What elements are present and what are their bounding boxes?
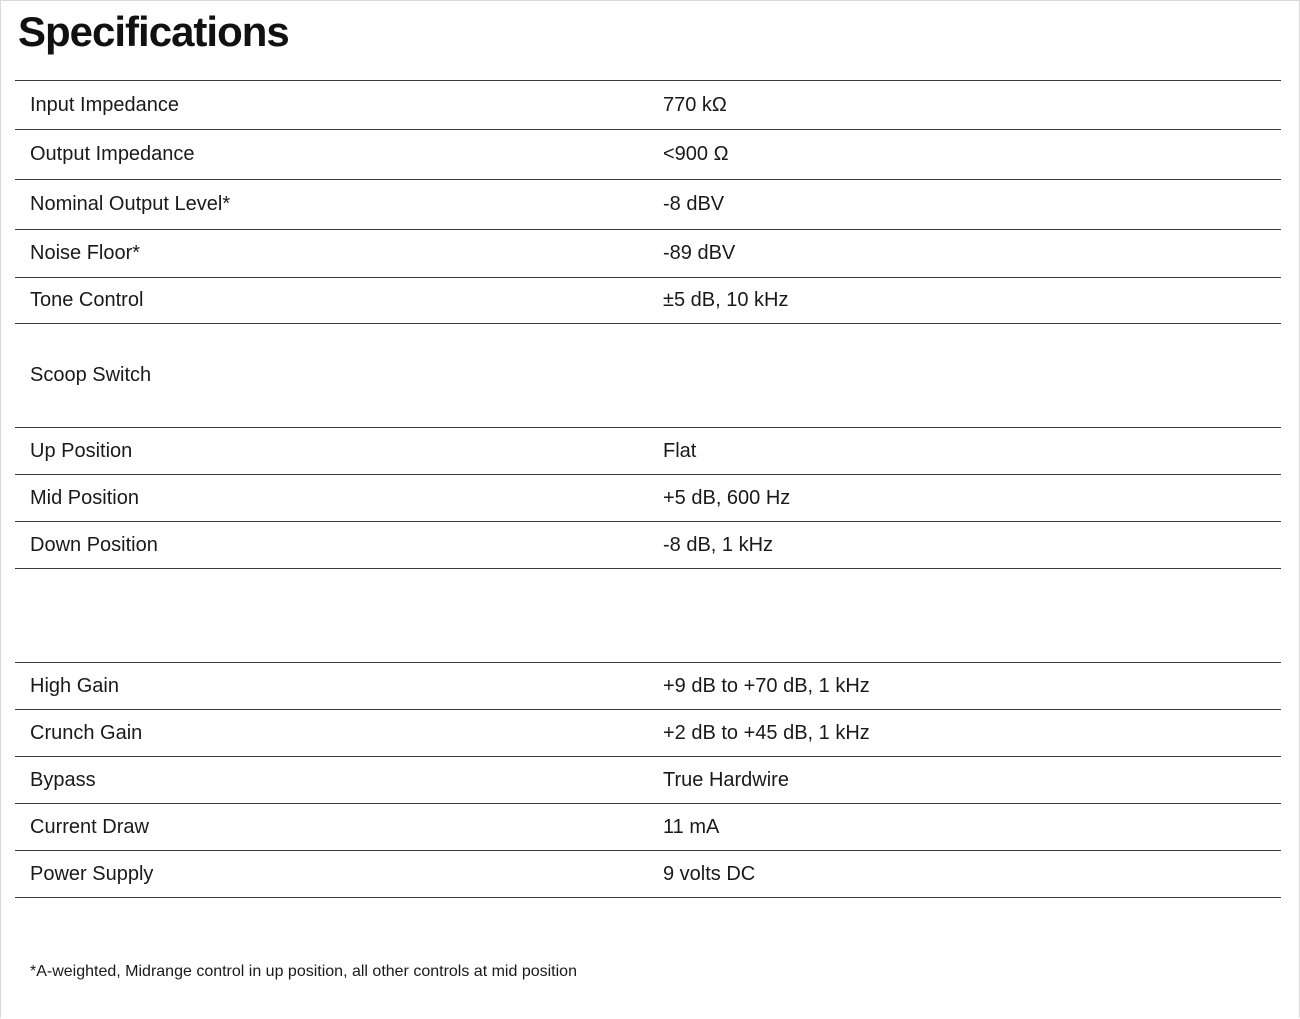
page-title: Specifications — [18, 8, 289, 55]
spec-label: Power Supply — [30, 862, 154, 885]
spec-value: 9 volts DC — [663, 862, 756, 885]
specifications-table — [15, 80, 1281, 898]
spec-row-high-gain — [15, 662, 1281, 709]
spec-value: <900 Ω — [663, 143, 729, 165]
spec-value: -8 dBV — [663, 193, 725, 215]
spec-value: 770 kΩ — [663, 93, 727, 116]
spec-row-scoop-switch — [15, 323, 1281, 427]
spec-label: Bypass — [30, 768, 96, 791]
spec-label: High Gain — [30, 674, 119, 697]
spec-row-tone-control — [15, 277, 1281, 323]
spec-label: Mid Position — [30, 486, 139, 509]
spec-value: +5 dB, 600 Hz — [663, 486, 791, 509]
spec-label: Output Impedance — [30, 143, 195, 165]
footnote: *A-weighted, Midrange control in up position, all other controls at mid position — [30, 963, 577, 980]
spec-label: Current Draw — [30, 815, 149, 838]
spec-label: Down Position — [30, 533, 158, 556]
spec-label: Input Impedance — [30, 93, 179, 116]
spec-label: Noise Floor* — [30, 242, 141, 264]
spec-value: True Hardwire — [663, 768, 789, 791]
spec-row-up-position — [15, 427, 1281, 474]
spec-value: -8 dB, 1 kHz — [663, 533, 774, 556]
spec-row-input-impedance — [15, 80, 1281, 129]
spec-label: Crunch Gain — [30, 721, 143, 744]
spec-label: Tone Control — [30, 289, 144, 311]
spec-value: ±5 dB, 10 kHz — [663, 289, 789, 311]
spec-value: -89 dBV — [663, 242, 736, 264]
spec-row-mid-position — [15, 474, 1281, 521]
spec-row-bypass — [15, 756, 1281, 803]
spec-row-down-position — [15, 521, 1281, 569]
spec-row-current-draw — [15, 803, 1281, 850]
spacer — [15, 569, 1281, 662]
spec-row-crunch-gain — [15, 709, 1281, 756]
spec-value: +2 dB to +45 dB, 1 kHz — [663, 721, 870, 744]
spec-value: +9 dB to +70 dB, 1 kHz — [663, 674, 870, 697]
spec-label: Up Position — [30, 439, 133, 462]
spec-label: Scoop Switch — [30, 364, 152, 386]
spec-row-nominal-output-level — [15, 179, 1281, 229]
spec-label: Nominal Output Level* — [30, 193, 231, 215]
spec-value: Flat — [663, 439, 697, 462]
spec-value: 11 mA — [663, 815, 720, 838]
spec-row-power-supply — [15, 850, 1281, 898]
spec-row-output-impedance — [15, 129, 1281, 179]
spec-row-noise-floor — [15, 229, 1281, 277]
